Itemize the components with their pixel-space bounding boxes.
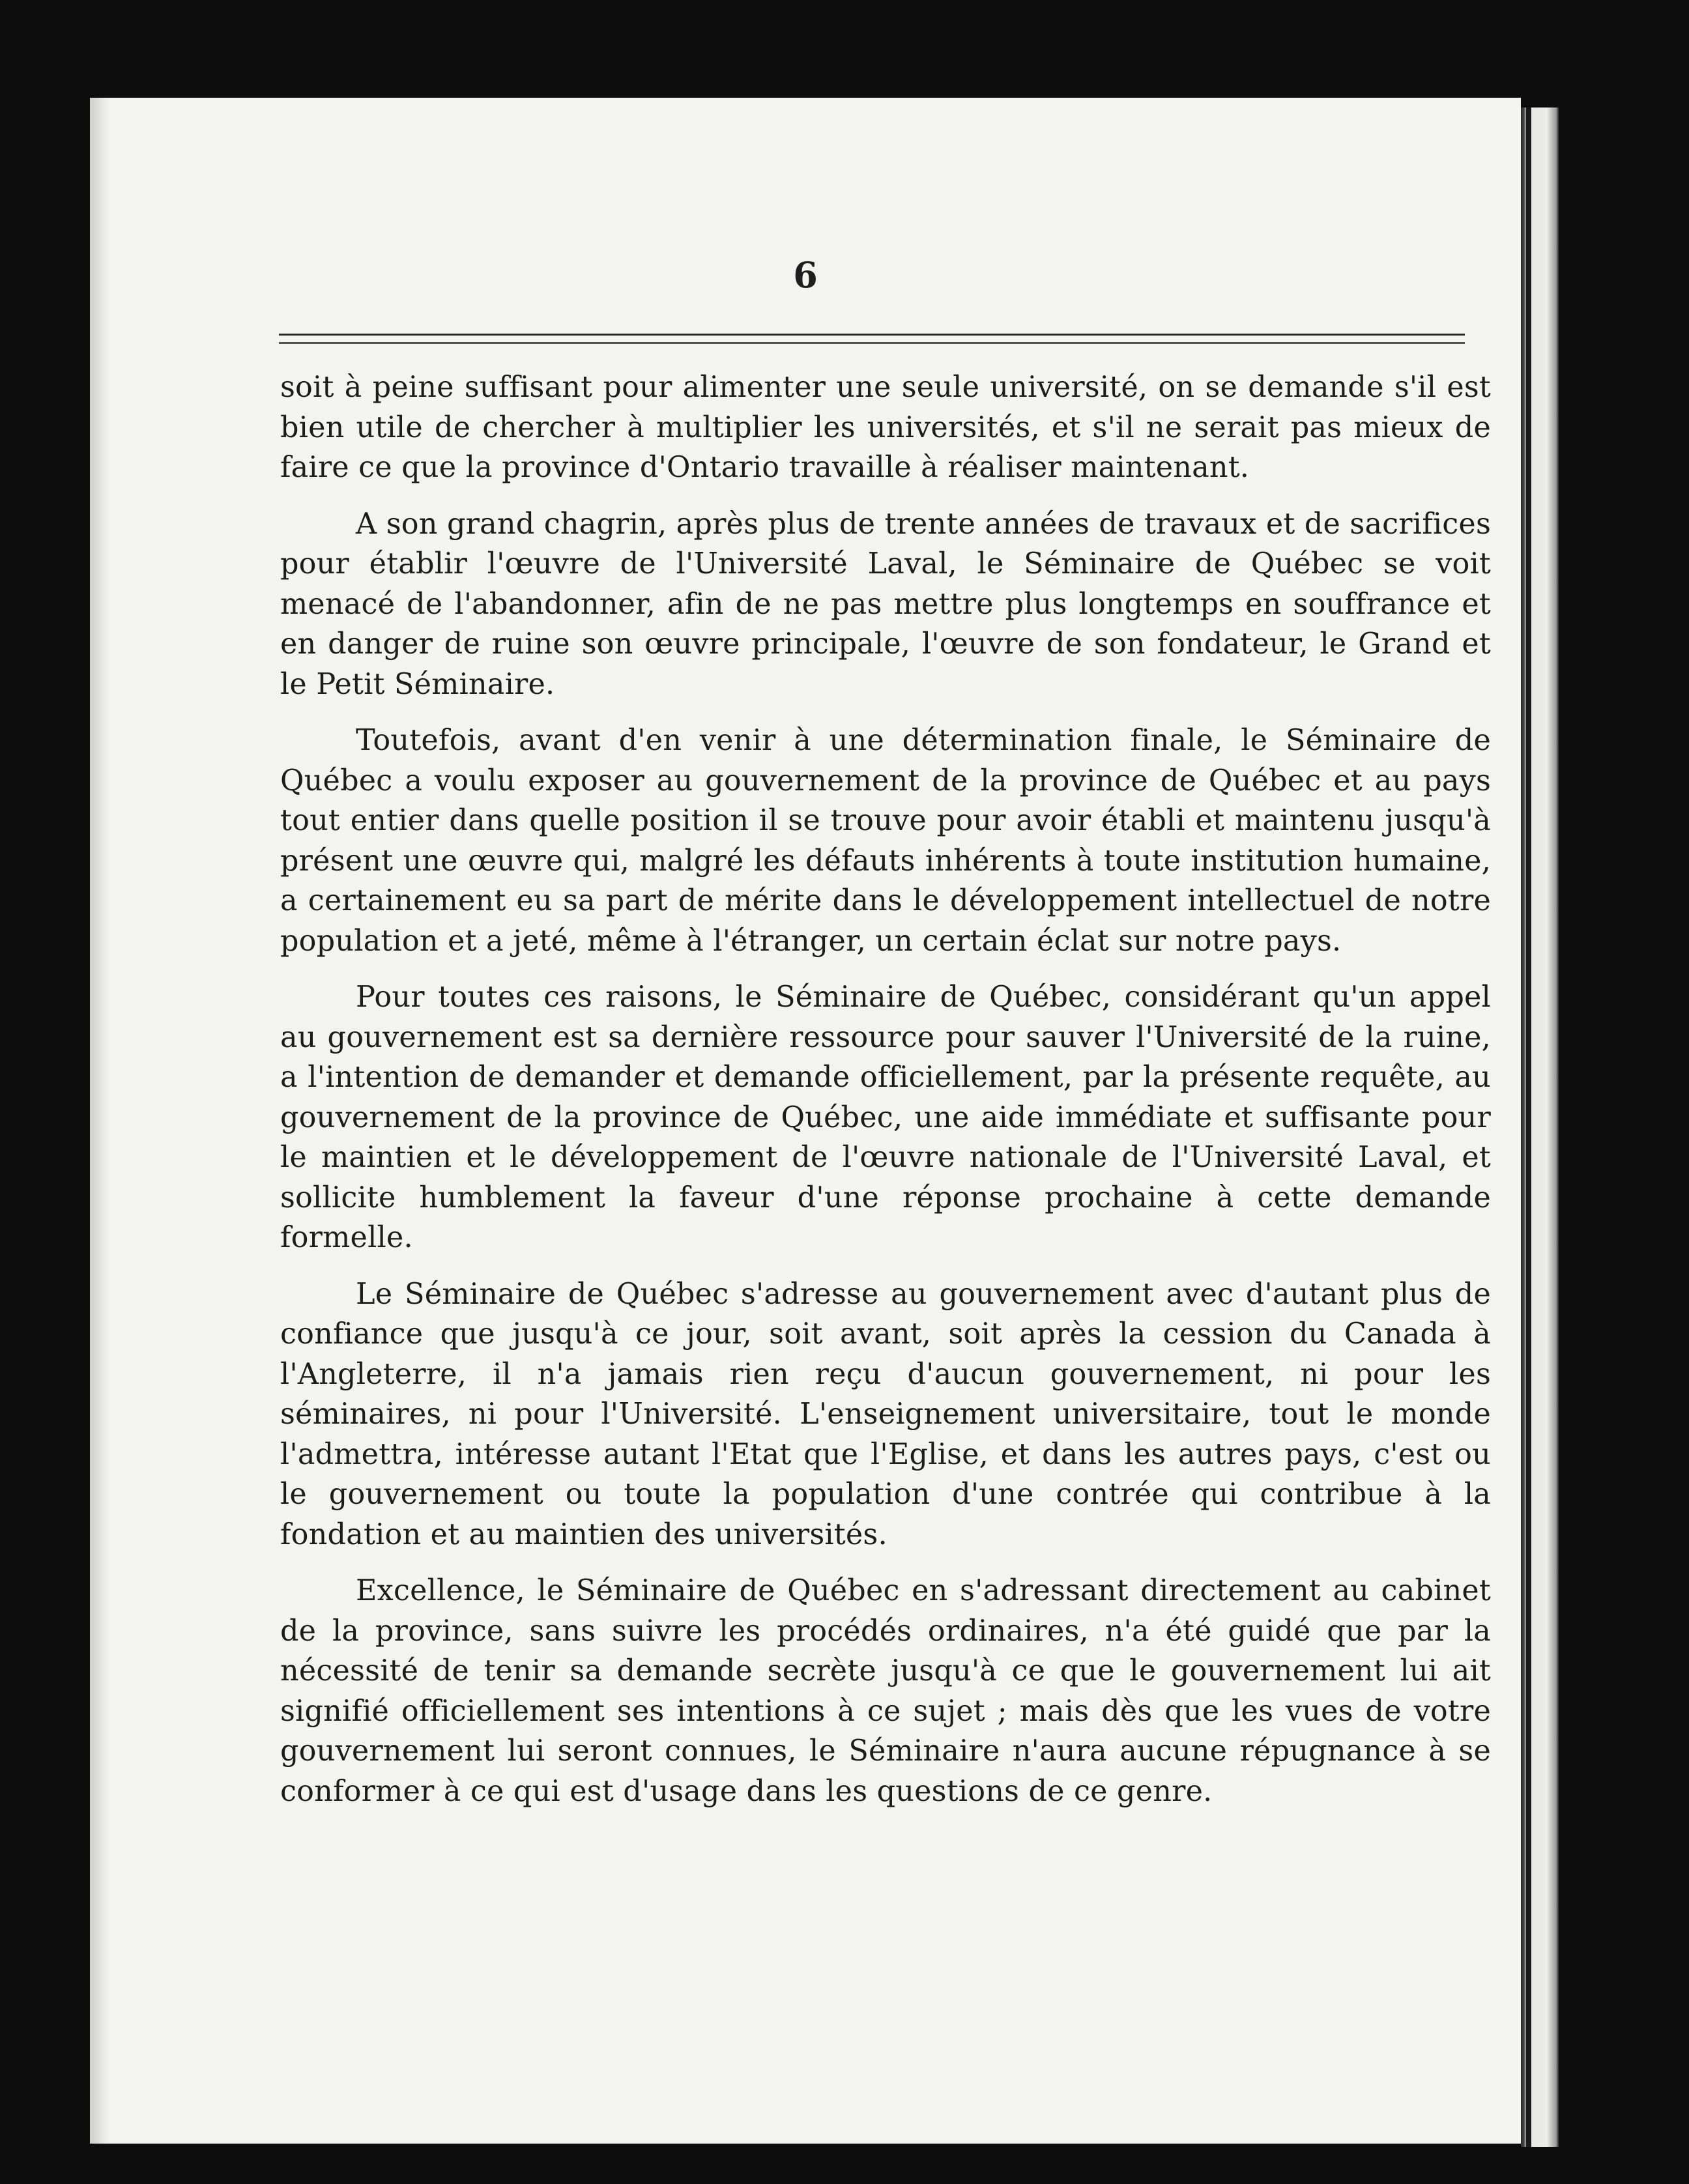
paragraph-3: Toutefois, avant d'en venir à une détermination finale, le Séminaire de Québec a voulu exposer au gouvernement de la province de Québec et au pays tout entier dans quelle position il se trouve pour avoir établi et maintenu jusqu'à présent une œuvre qui, malgré les défauts inhérents à toute institution humaine, a certainement eu sa part de mérite dans le développement intellectuel de notre population et a jeté, même à l'étranger, un certain éclat sur notre pays. xyxy=(280,724,1491,958)
paragraph-6: Excellence, le Séminaire de Québec en s'adressant directement au cabinet de la province, sans suivre les procédés ordinaires, n'a été guidé que par la nécessité de tenir sa demande secrète jusqu'à ce que le gouvernement lui ait signifié officiellement ses intentions à ce sujet ; mais dès que les vues de votre gouvernement lui seront connues, le Séminaire n'aura aucune répugnance à se conformer à ce qui est d'usage dans les questions de ce genre. xyxy=(280,1574,1491,1808)
page-gutter-shadow xyxy=(1526,108,1531,2147)
paragraph-4: Pour toutes ces raisons, le Séminaire de Québec, considérant qu'un appel au gouvernement est sa dernière ressource pour sauver l'Université de la ruine, a l'intention de demander et demande officiellement, par la présente requête, au gouvernement de la province de Québec, une aide immédiate et suffisante pour le maintien et le développement de l'œuvre nationale de l'Université Laval, et sollicite humblement la faveur d'une réponse prochaine à cette demande formelle. xyxy=(280,981,1491,1254)
paragraph-5: Le Séminaire de Québec s'adresse au gouvernement avec d'autant plus de confiance que jusqu'à ce jour, soit avant, soit après la cession du Canada à l'Angleterre, il n'a jamais rien reçu d'aucun gouvernement, ni pour les séminaires, ni pour l'Université. L'enseignement universitaire, tout le monde l'admettra, intéresse autant l'Etat que l'Eglise, et dans les autres pays, c'est ou le gouvernement ou toute la population d'une contrée qui contribue à la fondation et au maintien des universités. xyxy=(280,1277,1491,1551)
page-number: 6 xyxy=(793,254,818,296)
header-rule xyxy=(279,334,1465,344)
document-page xyxy=(90,98,1521,2144)
body-text xyxy=(280,367,1491,1828)
paragraph-1: soit à peine suffisant pour alimenter une seule université, on se demande s'il est bien utile de chercher à multiplier les universités, et s'il ne serait pas mieux de faire ce que la province d'Ontario travaille à réaliser maintenant. xyxy=(280,371,1491,484)
page-left-shadow xyxy=(90,98,109,2144)
paragraph-2: A son grand chagrin, après plus de trente années de travaux et de sacrifices pour établir l'œuvre de l'Université Laval, le Séminaire de Québec se voit menacé de l'abandonner, afin de ne pas mettre plus longtemps en souffrance et en danger de ruine son œuvre principale, l'œuvre de son fondateur, le Grand et le Petit Séminaire. xyxy=(280,507,1491,701)
